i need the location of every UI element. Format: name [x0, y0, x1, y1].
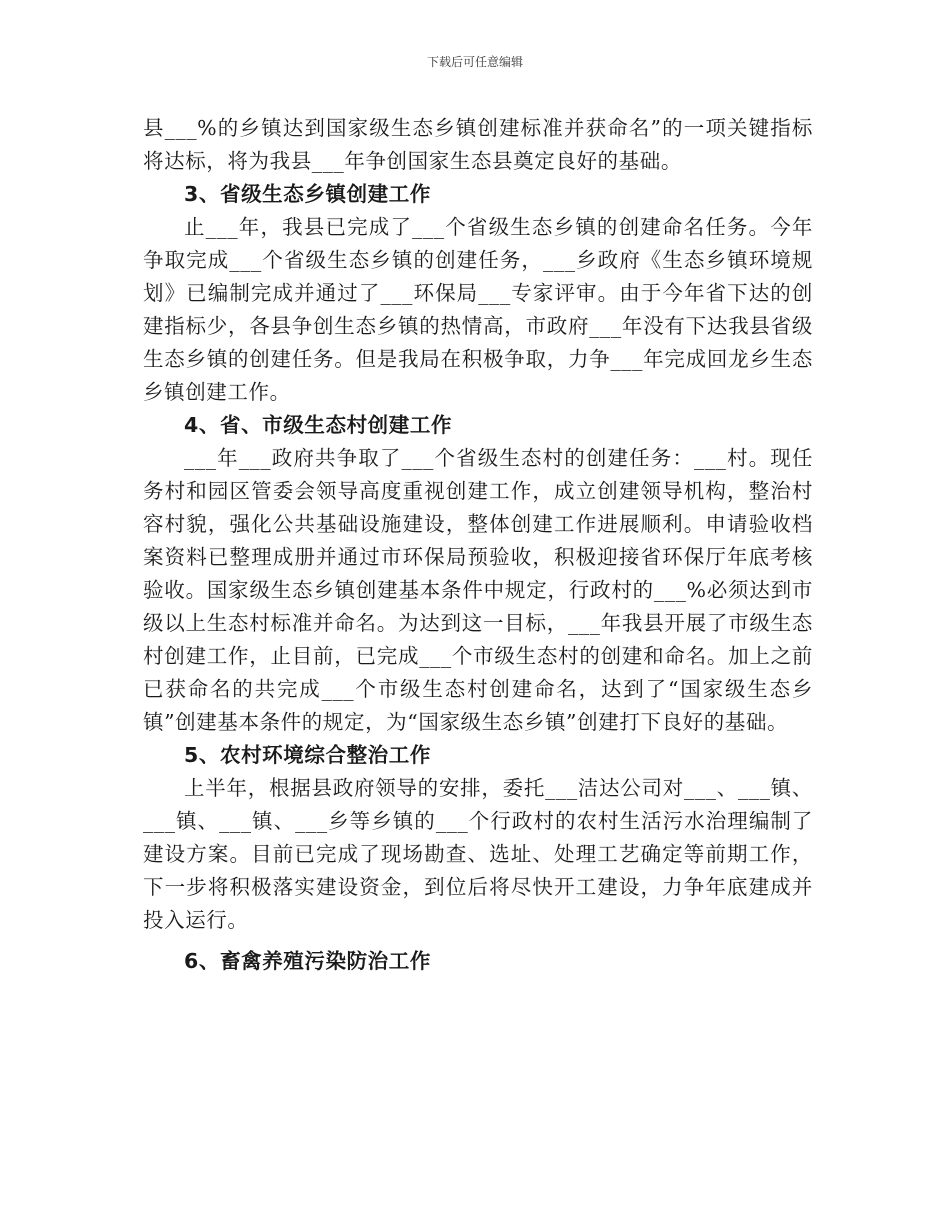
- heading-rural-environment: 5、农村环境综合整治工作: [184, 743, 431, 767]
- paragraph-provincial-eco-towns: 止___年，我县已完成了___个省级生态乡镇的创建命名任务。今年争取完成___个省级生态乡镇的创建任务，___乡政府《生态乡镇环境规划》已编制完成并通过了___环保局___专家评审。由于今年省下达的创建指标少，各县争创生态乡镇的热情高，市政府___年没有下达我县省级生态乡镇的创建任务。但是我局在积极争取，力争___年完成回龙乡生态乡镇创建工作。: [143, 215, 813, 404]
- heading-eco-villages: 4、省、市级生态村创建工作: [184, 413, 453, 437]
- paragraph-eco-villages: ___年___政府共争取了___个省级生态村的创建任务：___村。现任务村和园区管委会领导高度重视创建工作，成立创建领导机构，整治村容村貌，强化公共基础设施建设，整体创建工作进展顺利。申请验收档案资料已整理成册并通过市环保局预验收，积极迎接省环保厅年底考核验收。国家级生态乡镇创建基本条件中规定，行政村的___%必须达到市级以上生态村标准并命名。为达到这一目标，___年我县开展了市级生态村创建工作，止目前，已完成___个市级生态村的创建和命名。加上之前已获命名的共完成___个市级生态村创建命名，达到了“国家级生态乡镇”创建基本条件的规定，为“国家级生态乡镇”创建打下良好的基础。: [143, 446, 813, 734]
- heading-livestock-pollution: 6、畜禽养殖污染防治工作: [184, 949, 431, 973]
- page-header: 下载后可任意编辑: [426, 55, 523, 69]
- paragraph-continued: 县___%的乡镇达到国家级生态乡镇创建标准并获命名”的一项关键指标将达标，将为我县___年争创国家生态县奠定良好的基础。: [143, 116, 813, 173]
- document-body: [143, 112, 813, 978]
- paragraph-rural-environment: 上半年，根据县政府领导的安排，委托___洁达公司对___、___镇、___镇、___镇、___乡等乡镇的___个行政村的农村生活污水治理编制了建设方案。目前已完成了现场勘查、选址、处理工艺确定等前期工作，下一步将积极落实建设资金，到位后将尽快开工建设，力争年底建成并投入运行。: [143, 776, 813, 932]
- heading-provincial-eco-towns: 3、省级生态乡镇创建工作: [184, 182, 431, 206]
